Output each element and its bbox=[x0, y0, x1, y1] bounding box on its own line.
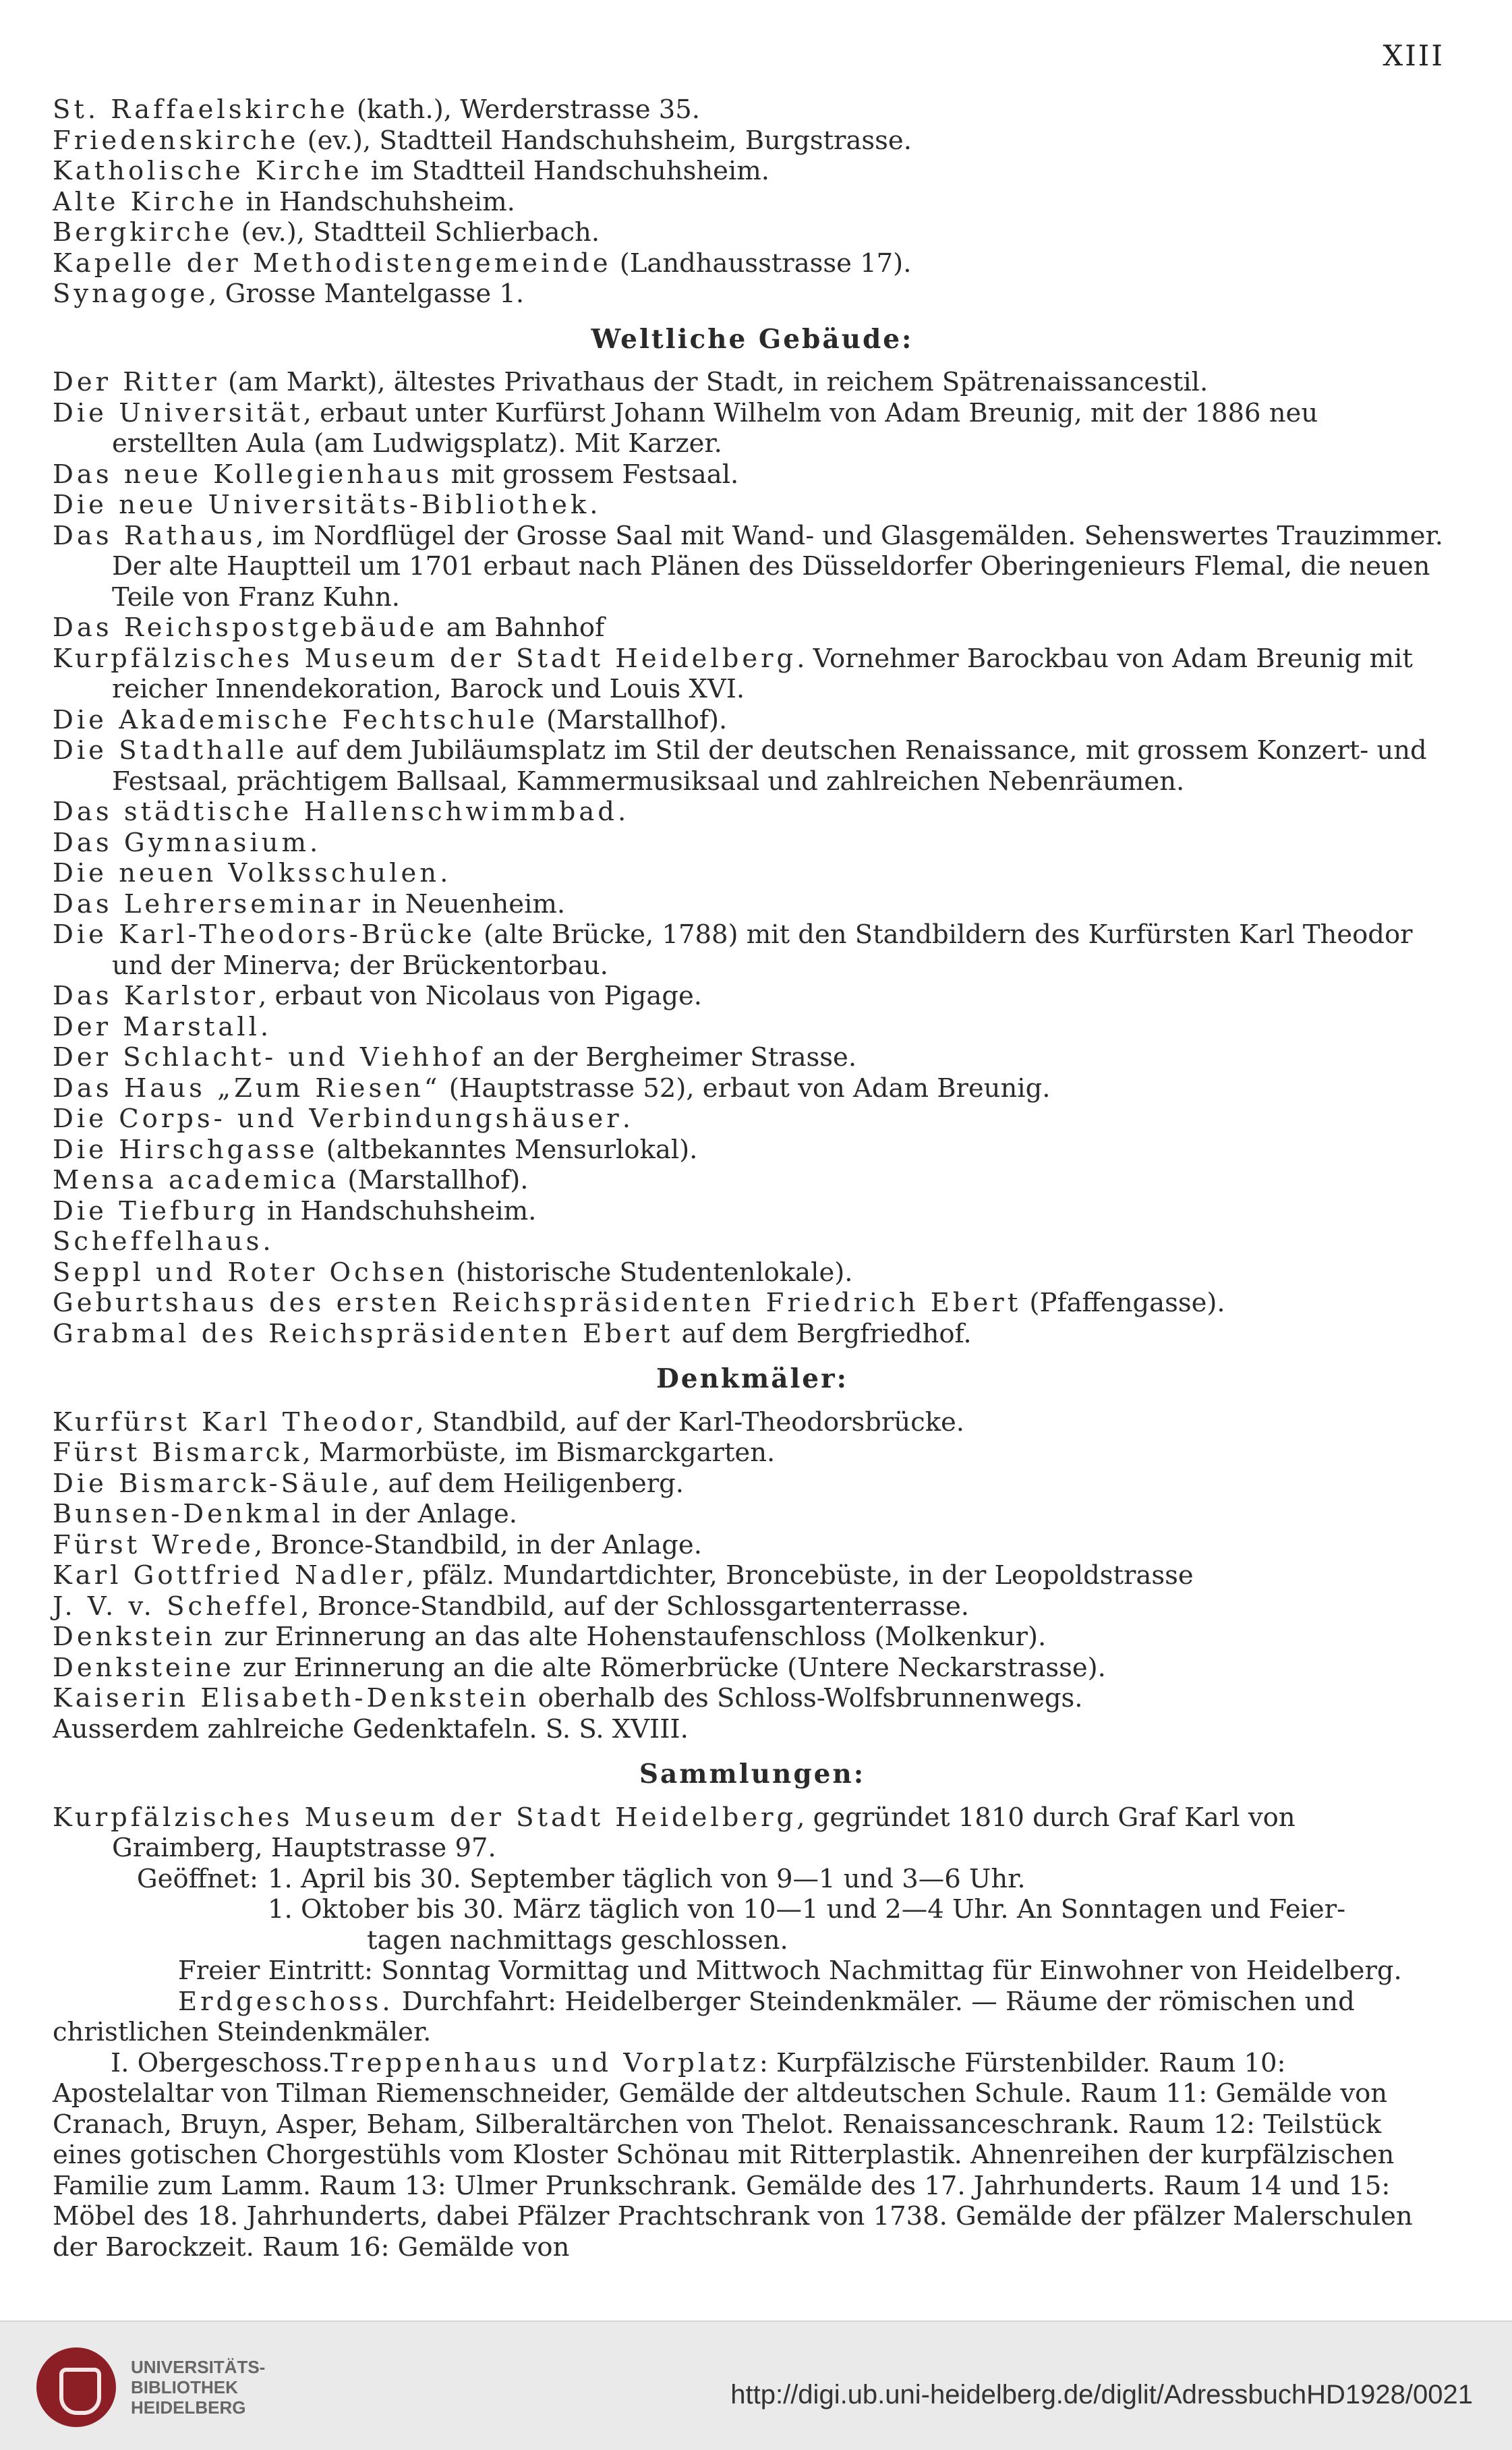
entry-text: , Marmorbüste, im Bismarckgarten. bbox=[302, 1437, 776, 1468]
entry-name: Das städtische Hallenschwimmbad bbox=[53, 797, 618, 827]
buildings-list bbox=[53, 367, 1452, 1349]
building-entry bbox=[53, 1042, 1452, 1073]
entry-name: Denkstein bbox=[53, 1622, 216, 1652]
entry-text: , im Nordflügel der Grosse Saal mit Wand- und Glasgemälden. Sehenswertes Trauzimmer. Der alte Hauptteil um 1701 erbaut nach Plänen des Düsseldorfer Oberingenieurs Flemal, die neuen Teile von Franz Kuhn. bbox=[112, 520, 1443, 612]
entry-name: Das Reichspostgebäude bbox=[53, 612, 438, 643]
page-body bbox=[53, 94, 1452, 2262]
entry-text: (Landhausstrasse 17). bbox=[611, 248, 912, 279]
entry-name: Mensa academica bbox=[53, 1165, 340, 1195]
building-entry bbox=[53, 1319, 1452, 1350]
hours-line-1 bbox=[53, 1864, 1452, 1895]
monument-entry bbox=[53, 1469, 1452, 1500]
church-entry bbox=[53, 279, 1452, 310]
entry-name: Fürst Bismarck bbox=[53, 1437, 303, 1468]
monument-entry bbox=[53, 1560, 1452, 1591]
entry-name: Die Tiefburg bbox=[53, 1195, 259, 1226]
footer-bar bbox=[0, 2320, 1512, 2450]
entry-text: . bbox=[589, 490, 598, 520]
first-floor-label: I. Obergeschoss. bbox=[111, 2047, 330, 2078]
entry-text: . bbox=[262, 1226, 271, 1257]
entry-text: , erbaut unter Kurfürst Johann Wilhelm von Adam Breunig, mit der 1886 neu erstellten Aula (am Ludwigsplatz). Mit Karzer. bbox=[112, 397, 1318, 459]
entry-text: , Bronce-Standbild, auf der Schlossgartenterrasse. bbox=[301, 1591, 970, 1622]
entry-name: Die Hirschgasse bbox=[53, 1134, 318, 1165]
entry-text: . bbox=[440, 858, 448, 888]
source-url-link[interactable]: http://digi.ub.uni-heidelberg.de/diglit/AdressbuchHD1928/0021 bbox=[730, 2380, 1473, 2410]
entry-name: Der Schlacht- und Viehhof bbox=[53, 1042, 485, 1073]
building-entry bbox=[53, 1135, 1452, 1166]
entry-text: mit grossem Festsaal. bbox=[442, 459, 739, 490]
entry-name: Katholische Kirche bbox=[53, 156, 363, 186]
section-heading-weltliche: Weltliche Gebäude: bbox=[591, 323, 914, 355]
church-entry bbox=[53, 187, 1452, 218]
entry-text: (ev.), Stadtteil Handschuhsheim, Burgstrasse. bbox=[299, 125, 912, 156]
church-entry bbox=[53, 94, 1452, 125]
logo-line: HEIDELBERG bbox=[131, 2397, 246, 2418]
monument-entry bbox=[53, 1499, 1452, 1530]
entry-name: St. Raffaelskirche bbox=[53, 94, 349, 125]
building-entry bbox=[53, 828, 1452, 859]
entry-name: Fürst Wrede bbox=[53, 1529, 254, 1560]
entry-text: . bbox=[617, 797, 627, 827]
entry-text: (Pfaffengasse). bbox=[1021, 1288, 1225, 1318]
ground-floor bbox=[53, 1987, 1452, 2048]
building-entry bbox=[53, 1165, 1452, 1196]
entry-text: in Neuenheim. bbox=[364, 888, 566, 919]
museum-entry bbox=[53, 1802, 1452, 1864]
logo-line: UNIVERSITÄTS- bbox=[131, 2357, 266, 2377]
entry-name: Geburtshaus des ersten Reichspräsidenten Friedrich Ebert bbox=[53, 1288, 1022, 1318]
hours-winter-cont: tagen nachmittags geschlossen. bbox=[367, 1925, 788, 1956]
building-entry bbox=[53, 612, 1452, 644]
building-entry bbox=[53, 735, 1452, 797]
entry-text: in Handschuhsheim. bbox=[237, 186, 515, 217]
building-entry bbox=[53, 490, 1452, 521]
entry-text: auf dem Jubiläumsplatz im Stil der deutschen Renaissance, mit grossem Konzert- und Festsaal, prächtigem Ballsaal, Kammermusiksaal und zahlreichen Nebenräumen. bbox=[112, 735, 1427, 797]
building-entry bbox=[53, 644, 1452, 705]
entry-name: Das Karlstor bbox=[53, 981, 259, 1011]
entry-name: Das Gymnasium bbox=[53, 827, 310, 858]
building-entry bbox=[53, 459, 1452, 490]
entry-name: Alte Kirche bbox=[53, 186, 238, 217]
entry-name: Der Ritter bbox=[53, 367, 220, 397]
logo-line: BIBLIOTHEK bbox=[131, 2377, 238, 2397]
entry-text: . bbox=[309, 827, 318, 858]
building-entry bbox=[53, 1288, 1452, 1319]
entry-text: (historische Studentenlokale). bbox=[447, 1257, 853, 1288]
entry-name: Scheffelhaus bbox=[53, 1226, 263, 1257]
entry-name: J. V. v. Scheffel bbox=[53, 1591, 301, 1622]
entry-text: (Hauptstrasse 52), erbaut von Adam Breunig. bbox=[440, 1073, 1051, 1104]
building-entry bbox=[53, 1104, 1452, 1135]
university-seal-icon bbox=[36, 2347, 116, 2427]
entry-name: Kurpfälzisches Museum der Stadt Heidelberg bbox=[53, 643, 797, 674]
entry-name: Die neue Universitäts-Bibliothek bbox=[53, 490, 590, 520]
building-entry bbox=[53, 1226, 1452, 1257]
entry-name: Synagoge bbox=[53, 279, 209, 309]
entry-name: Die Corps- und Verbindungshäuser bbox=[53, 1104, 622, 1134]
entry-name: Der Marstall bbox=[53, 1011, 260, 1042]
entry-name: Kaiserin Elisabeth-Denkstein bbox=[53, 1683, 530, 1713]
entry-text: , Grosse Mantelgasse 1. bbox=[208, 279, 525, 309]
entry-name: Seppl und Roter Ochsen bbox=[53, 1257, 448, 1288]
entry-text: . Vornehmer Barockbau von Adam Breunig mit reicher Innendekoration, Barock und Louis XVI. bbox=[112, 643, 1413, 704]
hours-summer: 1. April bis 30. September täglich von 9—1 und 3—6 Uhr. bbox=[268, 1863, 1026, 1894]
monument-entry bbox=[53, 1653, 1452, 1684]
building-entry bbox=[53, 858, 1452, 889]
page-number: XIII bbox=[1383, 39, 1445, 72]
entry-text: im Stadtteil Handschuhsheim. bbox=[362, 156, 769, 186]
churches-list bbox=[53, 94, 1452, 310]
church-entry bbox=[53, 217, 1452, 248]
entry-name: Denksteine bbox=[53, 1652, 235, 1683]
church-entry bbox=[53, 125, 1452, 156]
free-entry: Freier Eintritt: Sonntag Vormittag und Mittwoch Nachmittag für Einwohner von Heidelberg. bbox=[178, 1956, 1402, 1986]
entry-text: in der Anlage. bbox=[323, 1499, 517, 1529]
entry-text: in Handschuhsheim. bbox=[258, 1195, 537, 1226]
entry-name: Das Rathaus bbox=[53, 520, 256, 551]
building-entry bbox=[53, 889, 1452, 920]
entry-text: (altbekanntes Mensurlokal). bbox=[318, 1134, 698, 1165]
building-entry bbox=[53, 1196, 1452, 1227]
section-heading-denkmaeler: Denkmäler: bbox=[656, 1363, 849, 1394]
entry-text: (ev.), Stadtteil Schlierbach. bbox=[233, 217, 600, 248]
entry-text: . bbox=[260, 1011, 269, 1042]
entry-text: , auf dem Heiligenberg. bbox=[371, 1468, 685, 1499]
entry-name: Die Universität bbox=[53, 397, 303, 428]
entry-text: (kath.), Werderstrasse 35. bbox=[348, 94, 701, 125]
entry-name: Das neue Kollegienhaus bbox=[53, 459, 443, 490]
ground-floor-text: Durchfahrt: Heidelberger Steindenkmäler. — Räume der römischen und christlichen Steindenkmäler. bbox=[53, 1986, 1355, 2047]
entry-name: Kurfürst Karl Theodor bbox=[53, 1406, 416, 1437]
entry-name: Die neuen Volksschulen bbox=[53, 858, 440, 888]
hours-winter: 1. Oktober bis 30. März täglich von 10—1 und 2—4 Uhr. An Sonntagen und Feier- bbox=[268, 1894, 1346, 1925]
entry-name: Bergkirche bbox=[53, 217, 233, 248]
entry-text: . bbox=[622, 1104, 631, 1134]
entry-name: Friedenskirche bbox=[53, 125, 299, 156]
monument-entry bbox=[53, 1437, 1452, 1469]
church-entry bbox=[53, 156, 1452, 187]
museum-text: , gegründet 1810 durch Graf Karl von Graimberg, Hauptstrasse 97. bbox=[112, 1802, 1296, 1863]
monument-entry bbox=[53, 1683, 1452, 1714]
church-entry bbox=[53, 248, 1452, 279]
monument-entry bbox=[53, 1714, 1452, 1745]
building-entry bbox=[53, 981, 1452, 1012]
monument-entry bbox=[53, 1622, 1452, 1653]
museum-name: Kurpfälzisches Museum der Stadt Heidelberg bbox=[53, 1802, 797, 1833]
building-entry bbox=[53, 705, 1452, 736]
building-entry bbox=[53, 797, 1452, 828]
entry-text: am Bahnhof bbox=[438, 612, 605, 643]
ground-floor-label: Erdgeschoss. bbox=[178, 1986, 394, 2017]
entry-text: , pfälz. Mundartdichter, Broncebüste, in der Leopoldstrasse bbox=[405, 1560, 1194, 1591]
logo-text bbox=[131, 2357, 265, 2418]
section-heading-sammlungen: Sammlungen: bbox=[639, 1759, 866, 1790]
entry-text: , erbaut von Nicolaus von Pigage. bbox=[258, 981, 703, 1011]
hours-line-3 bbox=[53, 1925, 1452, 1956]
building-entry bbox=[53, 521, 1452, 613]
entry-name: Die Akademische Fechtschule bbox=[53, 704, 538, 735]
entry-text: auf dem Bergfriedhof. bbox=[673, 1318, 972, 1349]
monument-entry bbox=[53, 1530, 1452, 1561]
entry-text: (alte Brücke, 1788) mit den Standbildern des Kurfürsten Karl Theodor und der Minerva; der Brückentorbau. bbox=[112, 919, 1413, 981]
hours-line-2 bbox=[53, 1894, 1452, 1925]
monuments-list bbox=[53, 1407, 1452, 1745]
collections-block bbox=[53, 1802, 1452, 2263]
first-floor bbox=[53, 2048, 1452, 2263]
entry-text: (Marstallhof). bbox=[339, 1165, 529, 1195]
entry-text: Ausserdem zahlreiche Gedenktafeln. S. S. XVIII. bbox=[53, 1713, 689, 1744]
entry-text: (Marstallhof). bbox=[537, 704, 728, 735]
monument-entry bbox=[53, 1407, 1452, 1438]
building-entry bbox=[53, 398, 1452, 459]
entry-name: Grabmal des Reichspräsidenten Ebert bbox=[53, 1318, 674, 1349]
entry-text: an der Bergheimer Strasse. bbox=[484, 1042, 857, 1073]
library-logo[interactable] bbox=[36, 2347, 265, 2427]
entry-text: zur Erinnerung an die alte Römerbrücke (Untere Neckarstrasse). bbox=[234, 1652, 1106, 1683]
building-entry bbox=[53, 1073, 1452, 1104]
entry-name: Kapelle der Methodistengemeinde bbox=[53, 248, 612, 279]
entry-name: Das Haus „Zum Riesen“ bbox=[53, 1073, 441, 1104]
building-entry bbox=[53, 919, 1452, 981]
entry-text: , Standbild, auf der Karl-Theodorsbrücke. bbox=[415, 1406, 965, 1437]
hours-label: Geöffnet: bbox=[136, 1863, 258, 1894]
entry-text: (am Markt), ältestes Privathaus der Stadt, in reichem Spätrenaissancestil. bbox=[219, 367, 1209, 397]
monument-entry bbox=[53, 1591, 1452, 1622]
first-floor-text: : Kurpfälzische Fürstenbilder. Raum 10: Apostelaltar von Tilman Riemenschneider, Gemälde der altdeutschen Schule. Raum 11: Gemälde von Cranach, Bruyn, Asper, Beham, Silberaltärchen von Thelot. Renaissanceschrank. Raum 12: Teilstück eines gotischen Chorgestühls vom Kloster Schönau mit Ritterplastik. Ahnenreihen der kurpfälzischen Familie zum Lamm. Raum 13: Ulmer Prunkschrank. Gemälde des 17. Jahrhunderts. Raum 14 und 15: Möbel des 18. Jahrhunderts, dabei Pfälzer Prachtschrank von 1738. Gemälde der pfälzer Malerschulen der Barockzeit. Raum 16: Gemälde von bbox=[53, 2047, 1413, 2262]
entry-name: Das Lehrerseminar bbox=[53, 888, 364, 919]
first-floor-spaced: Treppenhaus und Vorplatz bbox=[330, 2047, 759, 2078]
building-entry bbox=[53, 1012, 1452, 1043]
entry-name: Die Karl-Theodors-Brücke bbox=[53, 919, 475, 950]
entry-name: Bunsen-Denkmal bbox=[53, 1499, 324, 1529]
entry-text: zur Erinnerung an das alte Hohenstaufenschloss (Molkenkur). bbox=[215, 1622, 1047, 1652]
entry-text: oberhalb des Schloss-Wolfsbrunnenwegs. bbox=[529, 1683, 1083, 1713]
entry-name: Die Bismarck-Säule bbox=[53, 1468, 372, 1499]
building-entry bbox=[53, 1257, 1452, 1288]
building-entry bbox=[53, 367, 1452, 398]
entry-name: Karl Gottfried Nadler bbox=[53, 1560, 406, 1591]
entry-name: Die Stadthalle bbox=[53, 735, 288, 766]
entry-text: , Bronce-Standbild, in der Anlage. bbox=[254, 1529, 702, 1560]
